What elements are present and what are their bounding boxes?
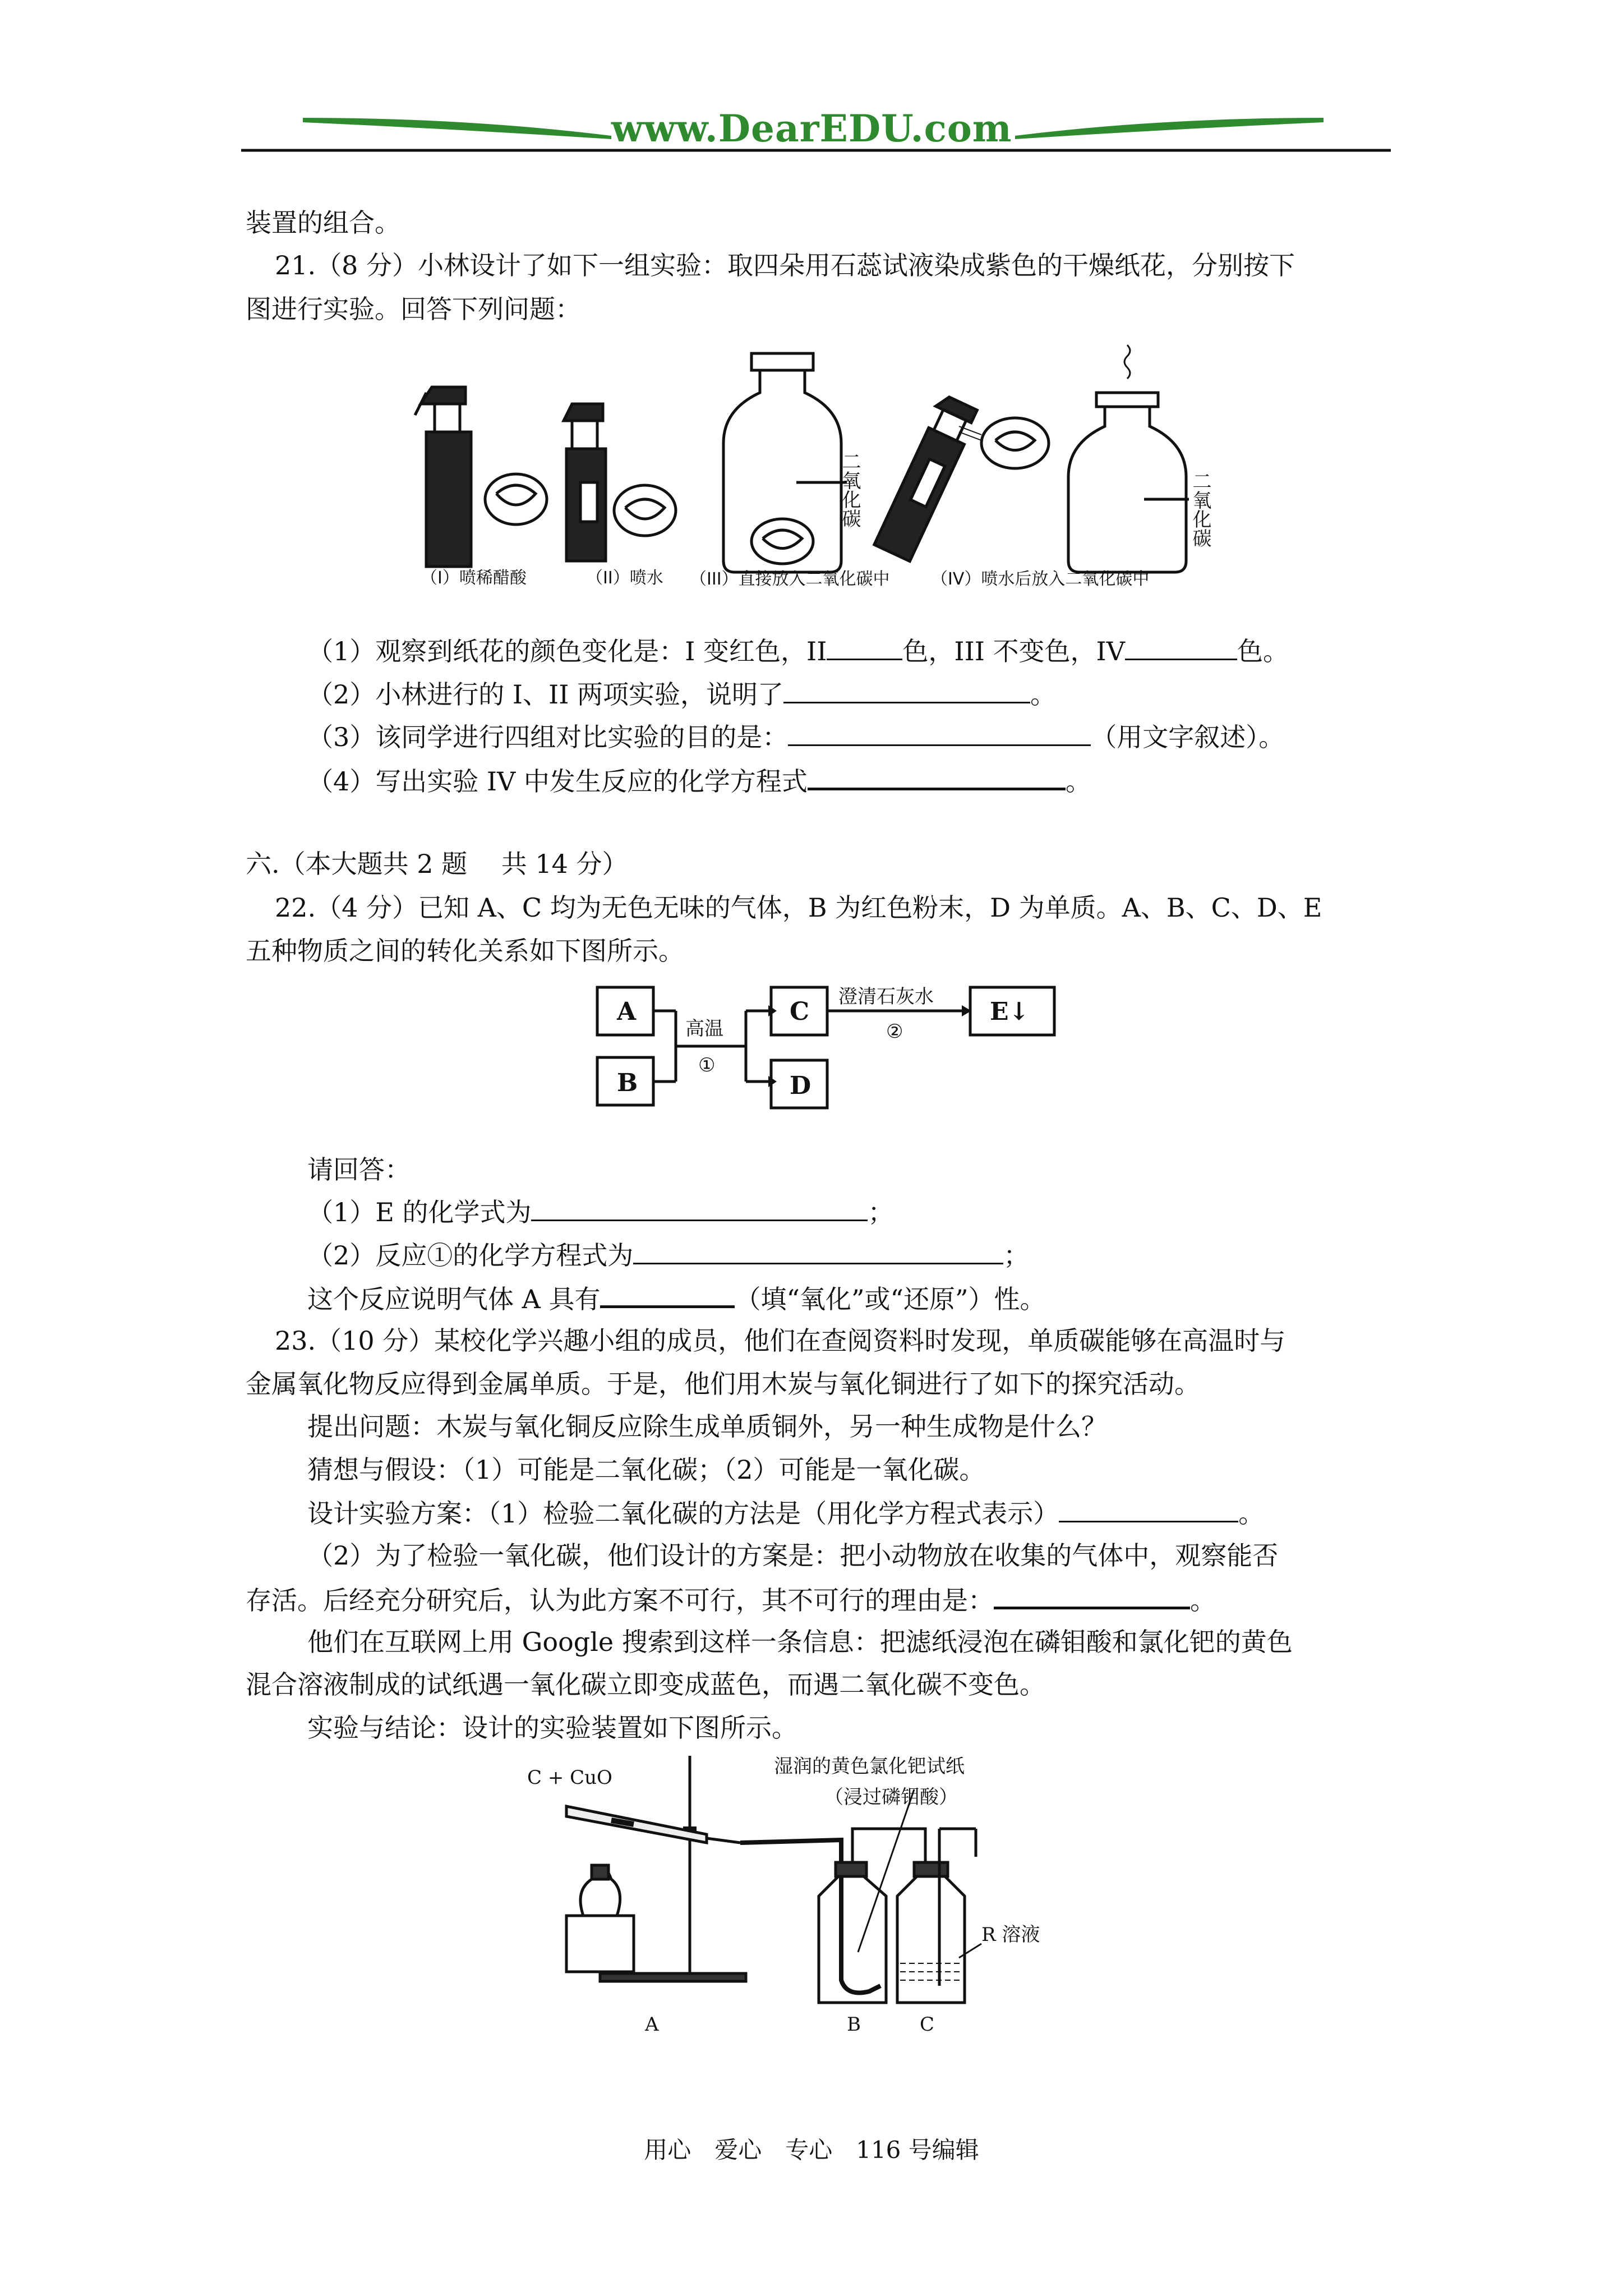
text-line: 实验与结论：设计的实验装置如下图所示。 <box>307 1713 797 1743</box>
apparatus-a-label: A <box>645 2013 659 2036</box>
question-23-intro: 23.（10 分）某校化学兴趣小组的成员，他们在查阅资料时发现，单质碳能够在高温时与 <box>275 1326 1286 1356</box>
node-d: D <box>790 1071 811 1100</box>
text-line: 图进行实验。回答下列问题： <box>246 294 581 324</box>
reactants-label: C + CuO <box>527 1766 612 1789</box>
text-line: 装置的组合。 <box>246 208 400 238</box>
question-21-4: （4）写出实验 IV 中发生反应的化学方程式 。 <box>307 763 1091 798</box>
condition-2-number: ② <box>886 1020 903 1043</box>
figure-22-flowchart <box>589 982 1066 1116</box>
co2-label-iii: 二氧化碳 <box>838 452 861 528</box>
question-21-2: （2）小林进行的 I、II 两项实验，说明了 。 <box>307 677 1056 711</box>
text-line: 提出问题：木炭与氧化铜反应除生成单质铜外，另一种生成物是什么？ <box>307 1411 1107 1442</box>
figure-23-apparatus <box>522 1750 1122 2036</box>
text-line: （2）为了检验一氧化碳，他们设计的方案是：把小动物放在收集的气体中，观察能否 <box>307 1540 1279 1571</box>
text-line: 混合溶液制成的试纸遇一氧化碳立即变成蓝色，而遇二氧化碳不变色。 <box>246 1669 1045 1700</box>
question-23-1: 设计实验方案：（1）检验二氧化碳的方法是（用化学方程式表示） 。 <box>307 1496 1264 1530</box>
caption-i: （I）喷稀醋酸 <box>421 568 527 588</box>
apparatus-b-label: B <box>847 2013 861 2036</box>
node-e: E↓ <box>990 997 1030 1026</box>
figure-21-experiments <box>404 342 1234 606</box>
test-paper-label: 湿润的黄色氯化钯试纸 <box>774 1755 965 1778</box>
caption-ii: （II）喷水 <box>586 568 663 588</box>
question-22-2: （2）反应①的化学方程式为 ； <box>307 1238 1029 1272</box>
question-22-intro: 22.（4 分）已知 A、C 均为无色无味的气体，B 为红色粉末，D 为单质。A、B、C、D、E <box>275 892 1322 923</box>
co2-label-iv: 二氧化碳 <box>1189 471 1211 547</box>
text-line: 金属氧化物反应得到金属单质。于是，他们用木炭与氧化铜进行了如下的探究活动。 <box>246 1369 1200 1399</box>
node-b: B <box>617 1069 638 1097</box>
caption-iii: （III）直接放入二氧化碳中 <box>690 569 890 589</box>
question-22-1: （1）E 的化学式为 ； <box>307 1195 893 1229</box>
page-footer: 用心 爱心 专心 116 号编辑 <box>644 2136 979 2164</box>
question-21-3: （3）该同学进行四组对比实验的目的是： （用文字叙述）。 <box>307 720 1284 754</box>
apparatus-c-label: C <box>920 2013 935 2036</box>
condition-limewater: 澄清石灰水 <box>838 986 934 1008</box>
header-logo-text: www.DearEDU.com <box>611 107 1012 150</box>
text-line: 猜想与假设：（1）可能是二氧化碳；（2）可能是一氧化碳。 <box>307 1455 985 1485</box>
text-line: 请回答： <box>307 1154 411 1185</box>
node-c: C <box>790 997 810 1026</box>
text-line: 五种物质之间的转化关系如下图所示。 <box>246 936 684 966</box>
section-heading: 六.（本大题共 2 题 共 14 分） <box>246 849 628 879</box>
question-21-1: （1）观察到纸花的颜色变化是：I 变红色，II 色，III 不变色，IV 色。 <box>307 634 1289 668</box>
test-paper-note: （浸过磷钼酸） <box>824 1786 958 1809</box>
node-a: A <box>617 997 637 1026</box>
r-solution-label: R 溶液 <box>981 1924 1040 1946</box>
caption-iv: （IV）喷水后放入二氧化碳中 <box>931 569 1150 589</box>
text-line: 他们在互联网上用 Google 搜索到这样一条信息：把滤纸浸泡在磷钼酸和氯化钯的黄色 <box>307 1627 1293 1657</box>
condition-high-temp: 高温 <box>685 1018 723 1040</box>
question-23-2: 存活。后经充分研究后，认为此方案不可行，其不可行的理由是： 。 <box>246 1582 1216 1617</box>
question-22-3: 这个反应说明气体 A 具有 （填“氧化”或“还原”）性。 <box>307 1281 1046 1316</box>
question-21-intro: 21.（8 分）小林设计了如下一组实验：取四朵用石蕊试液染成紫色的干燥纸花，分别按下 <box>275 250 1295 280</box>
condition-1-number: ① <box>698 1054 716 1076</box>
